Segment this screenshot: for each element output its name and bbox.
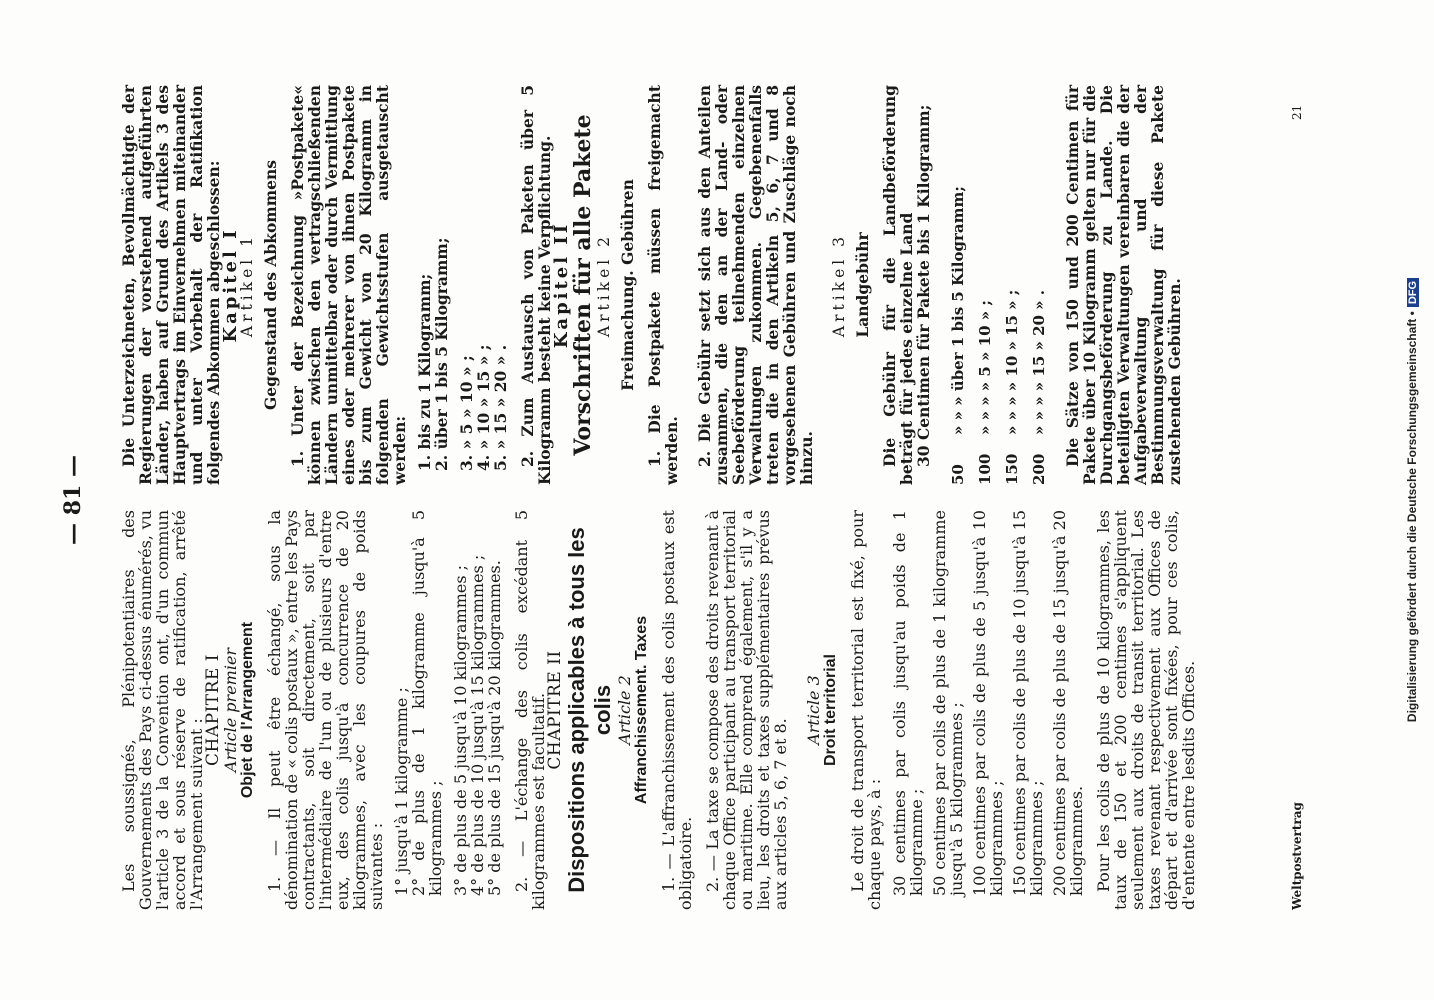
table-row — [1021, 85, 1048, 485]
de-intro: Die Unterzeichneten, Bevollmächtigte der Regierungen der vorstehend aufgeführten Länder, haben auf Grund des Artikels 3 des Hauptvertrags im Einvernehmen miteinander und unter Vorbehalt der Ratifikation folgendes Abkommen abgeschlossen: — [119, 85, 223, 485]
rate-text: » » » » 5 » 10 » ; — [976, 300, 994, 435]
de-article-2-para-1: 1. Die Postpakete müssen freigemacht werden. — [645, 85, 681, 485]
de-para-2: 2. Zum Austausch von Paketen über 5 Kilogramm besteht keine Verpflichtung. — [518, 85, 554, 485]
table-row — [940, 85, 967, 485]
de-chapter-1: Kapitel I — [220, 227, 241, 343]
footer-right: 21 — [1290, 104, 1304, 120]
fr-weight-list — [393, 510, 503, 910]
list-item: 5° de plus de 15 jusqu'à 20 kilogrammes. — [485, 560, 504, 896]
rate-value: 150 — [1003, 453, 1021, 485]
fr-para-2: 2. — L'échange des colis excédant 5 kilogrammes est facultatif. — [512, 510, 548, 910]
de-article-3-para-1: Die Gebühr für die Landbeförderung beträgt für jedes einzelne Land — [880, 85, 916, 485]
fr-article-1: Article premier — [221, 647, 240, 773]
fr-article-3-para-1: Le droit de transport territorial est fixé, pour chaque pays, à : — [848, 510, 884, 910]
fr-intro: Les soussignés, Plénipotentiaires des Gouvernements des Pays ci-dessus énumérés, vu l'article 3 de la Convention ont, d'un commun accord et sous réserve de ratification, arrêté l'Arrangement suivant : — [119, 510, 206, 910]
de-para-1: 1. Unter der Bezeichnung »Postpakete« können zwischen den vertragschließenden Ländern unmittelbar oder durch Vermittlung eines oder mehrerer von ihnen Postpakete bis zum Gewicht von 20 Kilogramm in folgenden Gewichtsstufen ausgetauscht werden: — [288, 85, 409, 485]
fr-article-3-para-2: Pour les colis de plus de 10 kilogrammes, les taux de 150 et 200 centimes s'appliquent seulement aux droits de transit territorial. Les taxes revenant respectivement aux Offices de départ et d'arrivée sont fixées, pour ces colis, d'entente entre lesdits Offices. — [1094, 510, 1198, 910]
credit-text: Digitalisierung gefördert durch die Deutsche Forschungsgemeinschaft • — [1405, 311, 1419, 723]
de-chapter-2: Kapitel II — [551, 221, 572, 349]
fr-article-3-title: Droit territorial — [822, 654, 839, 767]
list-item: 50 centimes par colis de plus de 1 kilogramme jusqu'à 5 kilogrammes ; — [930, 510, 966, 896]
french-column — [110, 510, 1197, 910]
rate-text: » » » » 15 » 20 » . — [1030, 290, 1048, 435]
list-item: 3° de plus de 5 jusqu'à 10 kilogrammes ; — [451, 564, 470, 896]
list-item: 100 centimes par colis de plus de 5 jusqu'à 10 kilogrammes ; — [970, 510, 1006, 896]
list-item: 2. über 1 bis 5 Kilogramm; — [432, 237, 451, 471]
digitization-credit — [1405, 0, 1419, 1000]
de-article-2: Artikel 2 — [595, 232, 613, 338]
fr-article-2-para-2: 2. — La taxe se compose des droits revenant à chaque Office participant au transport territorial ou maritime. Elle comprend également, s'il y a lieu, les droits et taxes supplémentaires prévus aux articles 5, 6, 7 et 8. — [703, 510, 790, 910]
list-item: 1. bis zu 1 Kilogramm; — [415, 273, 434, 471]
list-item: 30 centimes par colis jusqu'au poids de 1 kilogramme ; — [890, 510, 926, 896]
list-item: 1° jusqu'à 1 kilogramme ; — [392, 687, 411, 896]
fr-article-2-title: Affranchissement. Taxes — [633, 615, 650, 805]
de-article-2-title: Freimachung. Gebühren — [618, 179, 637, 391]
rate-value: 100 — [976, 453, 994, 485]
german-column — [110, 85, 1183, 485]
fr-chapter-1: CHAPITRE I — [203, 654, 223, 766]
footer-left: Weltpostvertrag — [1290, 802, 1304, 910]
fr-para-1: 1. — Il peut être échangé, sous la dénomination de « colis postaux », entre les Pays contractants, soit directement, soit par l'intermédiaire de l'un ou de plusieurs d'entre eux, des colis jusqu'à concurrence de 20 kilogrammes, avec les coupures de poids suivantes : — [265, 510, 386, 910]
table-row — [994, 85, 1021, 485]
de-rate-table — [940, 85, 1048, 485]
fr-article-2-para-1: 1. — L'affranchissement des colis postaux est obligatoire. — [659, 510, 695, 910]
fr-article-2: Article 2 — [615, 675, 634, 745]
list-item: 4. » 10 » 15 » ; — [474, 344, 493, 471]
fr-article-1-title: Objet de l'Arrangement — [239, 621, 256, 799]
rate-value: 50 — [949, 464, 967, 485]
list-item: 2° de plus de 1 kilogramme jusqu'à 5 kilogrammes ; — [409, 510, 445, 896]
de-article-3-title: Landgebühr — [853, 232, 872, 338]
list-item: 4° de plus de 10 jusqu'à 15 kilogrammes ; — [468, 554, 487, 896]
de-weight-list — [416, 85, 509, 485]
de-rate-first: 30 Centimen für Pakete bis 1 Kilogramm; — [914, 104, 933, 467]
list-item: 150 centimes par colis de plus de 10 jusqu'à 15 kilogrammes ; — [1010, 510, 1046, 896]
de-article-3: Artikel 3 — [830, 232, 848, 338]
rate-value: 200 — [1030, 453, 1048, 485]
de-article-1: Artikel 1 — [238, 232, 256, 338]
rate-text: » » » » 10 » 15 » ; — [1003, 289, 1021, 435]
fr-chapter-2-title: Dispositions applicables à tous les colis — [564, 527, 615, 893]
de-article-2-para-2: 2. Die Gebühr setzt sich aus den Anteilen zusammen, die den an der Land- oder Seebeförderung teilnehmenden einzelnen Verwaltungen zukommen. Gegebenenfalls treten die in den Artikeln 5, 6, 7 und 8 vorgesehenen Gebühren und Zuschläge noch hinzu. — [695, 85, 816, 485]
fr-article-3: Article 3 — [804, 675, 823, 745]
rate-text: » » » über 1 bis 5 Kilogramm; — [949, 186, 967, 435]
table-row — [967, 85, 994, 485]
de-article-1-title: Gegenstand des Abkommens — [261, 160, 280, 410]
de-article-3-para-2: Die Sätze von 150 und 200 Centimen für Pakete über 10 Kilogramm gelten nur für die Durchgangsbeförderung zu Lande. Die beteiligten Verwaltungen vereinbaren die der Aufgabeverwaltung und der Bestimmungsverwaltung für diese Pakete zustehenden Gebühren. — [1063, 85, 1184, 485]
de-chapter-2-title: Vorschriften für alle Pakete — [570, 114, 596, 456]
page-number: — 81 — — [60, 455, 86, 545]
fr-chapter-2: CHAPITRE II — [545, 650, 565, 770]
dfg-logo: DFG — [1407, 278, 1419, 307]
list-item: 5. » 15 » 20 » . — [491, 344, 510, 471]
fr-rate-list — [891, 510, 1085, 910]
list-item: 3. » 5 » 10 » ; — [457, 355, 476, 471]
list-item: 200 centimes par colis de plus de 15 jusqu'à 20 kilogrammes. — [1050, 510, 1086, 896]
